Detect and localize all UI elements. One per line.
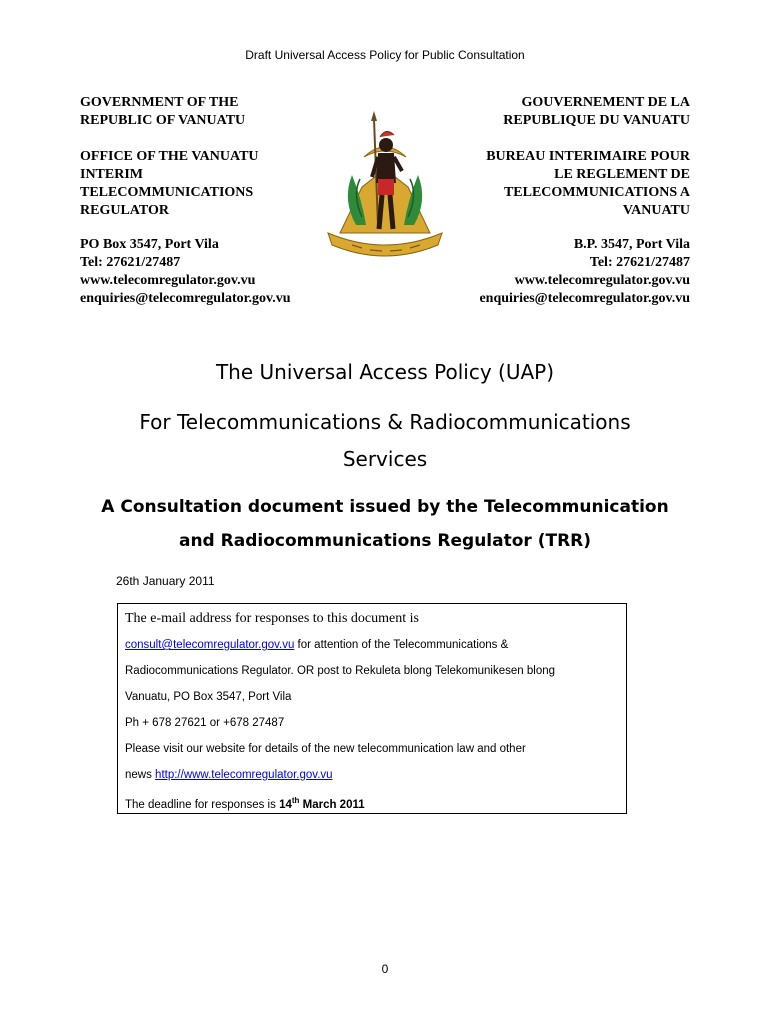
left-address: PO Box 3547, Port Vila — [80, 237, 219, 252]
response-notice-box — [117, 603, 627, 814]
notice-line: Ph + 678 27621 or +678 27487 — [125, 717, 285, 729]
deadline-ordinal: th — [291, 796, 300, 805]
vanuatu-coat-of-arms-icon — [322, 105, 448, 270]
notice-line — [125, 634, 619, 660]
right-government-line: GOUVERNEMENT DE LA — [521, 95, 690, 110]
right-website: www.telecomregulator.gov.vu — [514, 273, 690, 288]
left-office-line: TELECOMMUNICATIONS — [80, 185, 254, 200]
notice-text: news — [125, 769, 156, 781]
left-website: www.telecomregulator.gov.vu — [80, 273, 256, 288]
consultation-heading-line-2: and Radiocommunications Regulator (TRR) — [178, 531, 592, 551]
page-number: 0 — [381, 962, 389, 976]
left-government-line: REPUBLIC OF VANUATU — [80, 113, 246, 128]
left-phone: Tel: 27621/27487 — [80, 255, 181, 270]
email-link[interactable]: consult@telecomregulator.gov.vu — [125, 639, 295, 651]
deadline-prefix: The deadline for responses is — [125, 798, 280, 811]
right-phone: Tel: 27621/27487 — [589, 255, 690, 270]
left-office-line: INTERIM — [80, 167, 144, 182]
notice-line — [125, 764, 619, 790]
website-link[interactable]: http://www.telecomregulator.gov.vu — [155, 769, 333, 781]
document-subtitle-line-2: Services — [342, 447, 428, 471]
notice-line: Please visit our website for details of the new telecommunication law and other — [125, 743, 526, 755]
left-office-block — [80, 148, 259, 220]
right-email: enquiries@telecomregulator.gov.vu — [479, 291, 690, 306]
left-contact-block — [80, 236, 291, 308]
left-office-line: OFFICE OF THE VANUATU — [80, 149, 259, 164]
consultation-heading-line-1: A Consultation document issued by the Telecommunication — [101, 497, 669, 517]
right-office-block — [486, 148, 690, 220]
notice-text: for attention of the Telecommunications & — [294, 639, 509, 651]
notice-line: Radiocommunications Regulator. OR post to Rekuleta blong Telekomunikesen blong — [125, 665, 556, 677]
notice-line: The e-mail address for responses to this document is — [125, 611, 419, 626]
right-office-line: TELECOMMUNICATIONS A — [503, 185, 690, 200]
left-government-line: GOVERNMENT OF THE — [80, 95, 239, 110]
right-office-line: VANUATU — [622, 203, 690, 218]
right-government-block — [503, 94, 690, 130]
deadline-line — [125, 790, 619, 816]
document-title: The Universal Access Policy (UAP) — [215, 360, 555, 384]
right-office-line: BUREAU INTERIMAIRE POUR — [486, 149, 690, 164]
left-email: enquiries@telecomregulator.gov.vu — [80, 291, 291, 306]
left-government-block — [80, 94, 245, 130]
deadline-month-year: March 2011 — [299, 798, 365, 811]
running-header: Draft Universal Access Policy for Public Consultation — [245, 48, 525, 62]
notice-line: Vanuatu, PO Box 3547, Port Vila — [125, 691, 292, 703]
document-subtitle-line-1: For Telecommunications & Radiocommunications — [139, 410, 631, 434]
right-address: B.P. 3547, Port Vila — [573, 237, 690, 252]
right-government-line: REPUBLIQUE DU VANUATU — [503, 113, 690, 128]
right-contact-block — [479, 236, 690, 308]
deadline-day: 14 — [279, 798, 292, 811]
issue-date: 26th January 2011 — [116, 574, 215, 588]
left-office-line: REGULATOR — [80, 203, 169, 218]
right-office-line: LE REGLEMENT DE — [554, 167, 690, 182]
